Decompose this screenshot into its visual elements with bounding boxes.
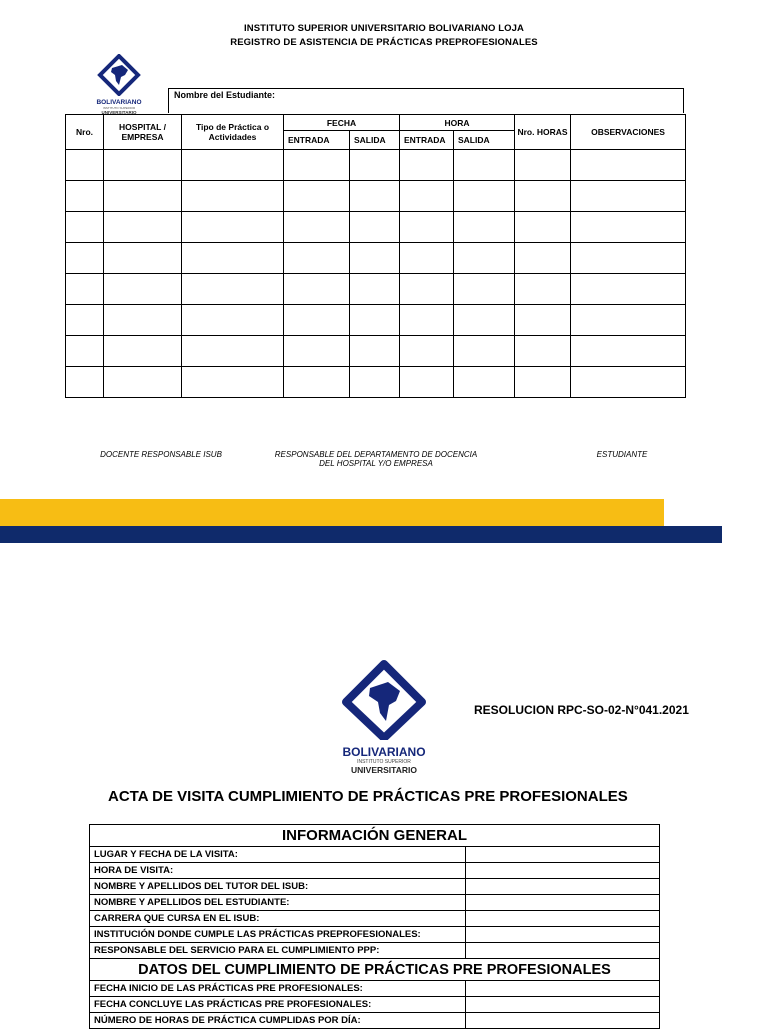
info-field-row <box>90 927 660 943</box>
attendance-cell[interactable] <box>104 367 182 398</box>
student-name-label: Nombre del Estudiante: <box>174 90 276 100</box>
attendance-cell[interactable] <box>182 305 284 336</box>
attendance-cell[interactable] <box>350 336 400 367</box>
info-field-row <box>90 879 660 895</box>
info-rows <box>90 825 660 1029</box>
col-fecha: FECHA <box>284 115 400 131</box>
attendance-cell[interactable] <box>182 243 284 274</box>
info-field-row <box>90 847 660 863</box>
col-hora: HORA <box>400 115 515 131</box>
attendance-cell[interactable] <box>66 243 104 274</box>
logo-large-univ: UNIVERSITARIO <box>351 765 417 775</box>
attendance-cell[interactable] <box>400 181 454 212</box>
info-field-label: NOMBRE Y APELLIDOS DEL ESTUDIANTE: <box>90 895 466 911</box>
info-field-row <box>90 981 660 997</box>
info-field-label: NÚMERO DE HORAS DE PRÁCTICA CUMPLIDAS POR DÍA: <box>90 1013 466 1029</box>
attendance-cell[interactable] <box>515 367 571 398</box>
attendance-cell[interactable] <box>66 212 104 243</box>
col-tipo: Tipo de Práctica o Actividades <box>182 115 284 150</box>
signature-departamento <box>256 450 496 468</box>
attendance-cell[interactable] <box>66 274 104 305</box>
attendance-rows <box>66 150 686 398</box>
attendance-cell[interactable] <box>400 150 454 181</box>
attendance-cell[interactable] <box>104 274 182 305</box>
attendance-cell[interactable] <box>454 243 515 274</box>
attendance-row <box>66 181 686 212</box>
acta-title: ACTA DE VISITA CUMPLIMIENTO DE PRÁCTICAS PRE PROFESIONALES <box>108 788 628 805</box>
attendance-row <box>66 336 686 367</box>
attendance-cell[interactable] <box>350 150 400 181</box>
attendance-cell[interactable] <box>66 336 104 367</box>
attendance-cell[interactable] <box>571 212 686 243</box>
attendance-row <box>66 150 686 181</box>
info-table <box>89 824 660 1029</box>
attendance-cell[interactable] <box>66 305 104 336</box>
attendance-cell[interactable] <box>284 243 350 274</box>
col-observaciones: OBSERVACIONES <box>571 115 686 150</box>
attendance-cell[interactable] <box>66 367 104 398</box>
attendance-row <box>66 305 686 336</box>
attendance-cell[interactable] <box>284 181 350 212</box>
attendance-cell[interactable] <box>400 243 454 274</box>
student-name-field[interactable] <box>168 88 684 113</box>
attendance-cell[interactable] <box>284 212 350 243</box>
section-datos-cumplimiento-label: DATOS DEL CUMPLIMIENTO DE PRÁCTICAS PRE PROFESIONALES <box>90 959 660 981</box>
col-fecha-salida: SALIDA <box>350 131 400 150</box>
info-field-label: HORA DE VISITA: <box>90 863 466 879</box>
attendance-cell[interactable] <box>284 305 350 336</box>
logo-sub: INSTITUTO SUPERIOR <box>102 106 136 110</box>
signature-departamento-line2: DEL HOSPITAL Y/O EMPRESA <box>319 459 433 468</box>
attendance-cell[interactable] <box>182 181 284 212</box>
attendance-cell[interactable] <box>400 274 454 305</box>
info-field-value[interactable] <box>466 847 660 863</box>
info-field-value[interactable] <box>466 1013 660 1029</box>
logo-name: BOLIVARIANO <box>96 99 142 106</box>
attendance-cell[interactable] <box>350 274 400 305</box>
info-field-value[interactable] <box>466 895 660 911</box>
attendance-cell[interactable] <box>182 274 284 305</box>
attendance-cell[interactable] <box>284 367 350 398</box>
attendance-cell[interactable] <box>571 305 686 336</box>
col-hospital: HOSPITAL / EMPRESA <box>104 115 182 150</box>
logo-univ: UNIVERSITARIO <box>101 110 137 115</box>
attendance-cell[interactable] <box>182 367 284 398</box>
attendance-cell[interactable] <box>571 336 686 367</box>
info-field-row <box>90 895 660 911</box>
register-title: REGISTRO DE ASISTENCIA DE PRÁCTICAS PREPROFESIONALES <box>230 37 538 48</box>
info-field-value[interactable] <box>466 997 660 1013</box>
attendance-cell[interactable] <box>454 181 515 212</box>
attendance-cell[interactable] <box>454 212 515 243</box>
attendance-cell[interactable] <box>571 150 686 181</box>
attendance-cell[interactable] <box>515 336 571 367</box>
attendance-cell[interactable] <box>350 367 400 398</box>
attendance-cell[interactable] <box>104 150 182 181</box>
info-field-row <box>90 1013 660 1029</box>
info-field-label: INSTITUCIÓN DONDE CUMPLE LAS PRÁCTICAS PREPROFESIONALES: <box>90 927 466 943</box>
attendance-row <box>66 274 686 305</box>
attendance-cell[interactable] <box>454 336 515 367</box>
logo-emblem-large-icon <box>326 660 442 740</box>
col-horas: Nro. HORAS <box>515 115 571 150</box>
attendance-cell[interactable] <box>454 305 515 336</box>
attendance-cell[interactable] <box>571 243 686 274</box>
col-fecha-entrada: ENTRADA <box>284 131 350 150</box>
info-field-label: CARRERA QUE CURSA EN EL ISUB: <box>90 911 466 927</box>
logo-large-sub: INSTITUTO SUPERIOR <box>357 759 411 765</box>
section-informacion-general <box>90 825 660 847</box>
logo-emblem-icon <box>88 54 150 96</box>
attendance-cell[interactable] <box>284 150 350 181</box>
col-nro: Nro. <box>66 115 104 150</box>
attendance-cell[interactable] <box>454 274 515 305</box>
attendance-row <box>66 367 686 398</box>
attendance-cell[interactable] <box>350 212 400 243</box>
footer-band-blue <box>0 526 722 543</box>
bolivariano-logo <box>88 54 150 115</box>
info-field-value[interactable] <box>466 927 660 943</box>
signature-estudiante: ESTUDIANTE <box>596 450 648 459</box>
attendance-cell[interactable] <box>104 336 182 367</box>
attendance-cell[interactable] <box>400 305 454 336</box>
footer-band-yellow <box>0 499 664 526</box>
info-field-row <box>90 911 660 927</box>
attendance-cell[interactable] <box>515 274 571 305</box>
col-hora-entrada: ENTRADA <box>400 131 454 150</box>
info-field-value[interactable] <box>466 879 660 895</box>
attendance-cell[interactable] <box>515 243 571 274</box>
institute-title: INSTITUTO SUPERIOR UNIVERSITARIO BOLIVARIANO LOJA <box>244 23 524 34</box>
attendance-cell[interactable] <box>350 181 400 212</box>
attendance-cell[interactable] <box>515 181 571 212</box>
info-field-label: RESPONSABLE DEL SERVICIO PARA EL CUMPLIMIENTO PPP: <box>90 943 466 959</box>
col-hora-salida: SALIDA <box>454 131 515 150</box>
attendance-table <box>65 114 686 398</box>
attendance-row <box>66 212 686 243</box>
attendance-cell[interactable] <box>182 336 284 367</box>
info-field-value[interactable] <box>466 981 660 997</box>
attendance-cell[interactable] <box>182 212 284 243</box>
attendance-cell[interactable] <box>284 274 350 305</box>
attendance-cell[interactable] <box>400 367 454 398</box>
info-field-label: LUGAR Y FECHA DE LA VISITA: <box>90 847 466 863</box>
attendance-cell[interactable] <box>66 181 104 212</box>
attendance-cell[interactable] <box>104 243 182 274</box>
info-field-value[interactable] <box>466 911 660 927</box>
signature-departamento-line1: RESPONSABLE DEL DEPARTAMENTO DE DOCENCIA <box>274 450 478 459</box>
attendance-cell[interactable] <box>515 212 571 243</box>
attendance-cell[interactable] <box>104 212 182 243</box>
logo-large-name: BOLIVARIANO <box>342 745 426 759</box>
attendance-cell[interactable] <box>515 305 571 336</box>
resolution-number: RESOLUCION RPC-SO-02-N°041.2021 <box>474 703 689 717</box>
info-field-row <box>90 943 660 959</box>
info-field-value[interactable] <box>466 943 660 959</box>
attendance-cell[interactable] <box>454 150 515 181</box>
signature-docente: DOCENTE RESPONSABLE ISUB <box>100 450 222 459</box>
section-informacion-general-label: INFORMACIÓN GENERAL <box>90 825 660 847</box>
info-field-label: NOMBRE Y APELLIDOS DEL TUTOR DEL ISUB: <box>90 879 466 895</box>
attendance-cell[interactable] <box>454 367 515 398</box>
info-field-row <box>90 863 660 879</box>
attendance-cell[interactable] <box>350 305 400 336</box>
attendance-cell[interactable] <box>284 336 350 367</box>
attendance-cell[interactable] <box>182 150 284 181</box>
attendance-cell[interactable] <box>571 181 686 212</box>
attendance-cell[interactable] <box>104 181 182 212</box>
bolivariano-logo-large <box>326 660 442 776</box>
info-field-row <box>90 997 660 1013</box>
attendance-cell[interactable] <box>400 336 454 367</box>
info-field-value[interactable] <box>466 863 660 879</box>
attendance-cell[interactable] <box>571 367 686 398</box>
attendance-cell[interactable] <box>515 150 571 181</box>
attendance-cell[interactable] <box>400 212 454 243</box>
attendance-cell[interactable] <box>571 274 686 305</box>
attendance-cell[interactable] <box>104 305 182 336</box>
attendance-cell[interactable] <box>66 150 104 181</box>
attendance-cell[interactable] <box>350 243 400 274</box>
section-datos-cumplimiento <box>90 959 660 981</box>
info-field-label: FECHA CONCLUYE LAS PRÁCTICAS PRE PROFESIONALES: <box>90 997 466 1013</box>
info-field-label: FECHA INICIO DE LAS PRÁCTICAS PRE PROFESIONALES: <box>90 981 466 997</box>
attendance-row <box>66 243 686 274</box>
